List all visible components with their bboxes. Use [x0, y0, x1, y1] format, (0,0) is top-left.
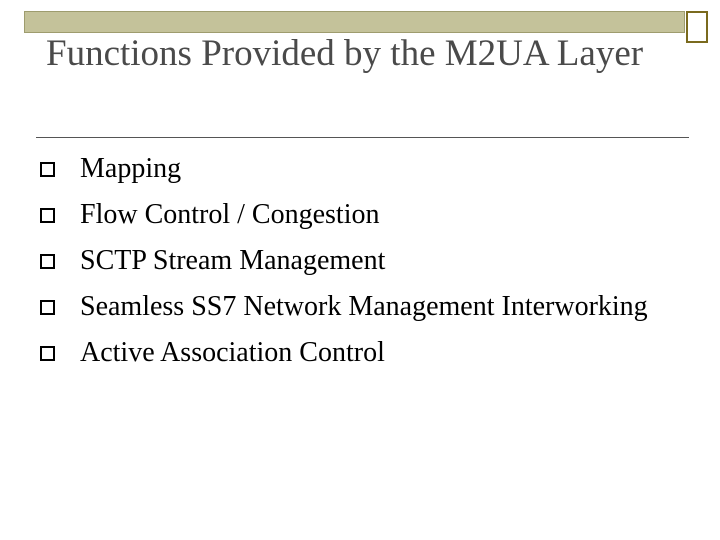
bullet-text: Mapping: [80, 153, 182, 184]
bullet-text: Active Association Control: [80, 337, 385, 368]
list-item: [40, 196, 660, 234]
list-item: [40, 150, 660, 188]
bullet-text: Flow Control / Congestion: [80, 199, 380, 230]
hollow-square-icon: [40, 346, 55, 361]
list-item: [40, 334, 660, 372]
hollow-square-icon: [40, 162, 55, 177]
hollow-square-icon: [40, 208, 55, 223]
slide-title: Functions Provided by the M2UA Layer: [46, 33, 644, 74]
bullet-list: [40, 150, 660, 380]
hollow-square-icon: [40, 254, 55, 269]
list-item: [40, 242, 660, 280]
bullet-text: SCTP Stream Management: [80, 245, 386, 276]
hollow-square-icon: [40, 300, 55, 315]
title-divider: [36, 137, 689, 138]
list-item: [40, 288, 660, 326]
corner-decoration: [686, 11, 708, 43]
bullet-text: Seamless SS7 Network Management Interworking: [80, 291, 648, 322]
